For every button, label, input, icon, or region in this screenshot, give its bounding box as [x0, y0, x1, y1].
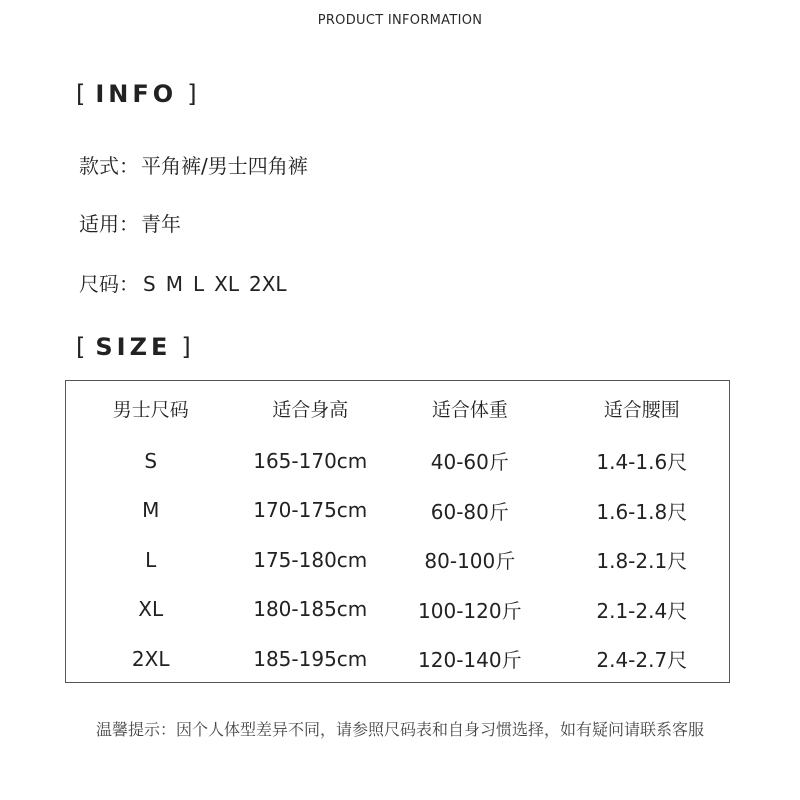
size-close-bracket: ] — [181, 333, 191, 361]
cell-weight: 100-120斤 — [418, 598, 522, 623]
cell-waist: 1.6-1.8尺 — [596, 499, 688, 524]
header-size: 男士尺码 — [112, 399, 189, 421]
cell-height: 175-180cm — [253, 547, 368, 572]
table-row — [66, 585, 729, 635]
size-chart-header-row — [66, 381, 729, 436]
cell-height: 170-175cm — [253, 498, 368, 523]
header-weight: 适合体重 — [431, 399, 508, 421]
info-open-bracket: [ — [76, 80, 86, 108]
table-row — [66, 535, 729, 585]
info-fit-label: 适用： — [79, 212, 139, 236]
info-heading-label: INFO — [95, 80, 178, 108]
cell-size: S — [144, 448, 158, 473]
cell-size: XL — [138, 597, 164, 622]
size-heading — [76, 333, 191, 361]
info-size-label: 尺码： — [79, 272, 139, 296]
info-style-value: 平角裤/男士四角裤 — [141, 154, 308, 178]
cell-weight: 60-80斤 — [430, 499, 509, 524]
info-fit-value: 青年 — [141, 212, 181, 236]
size-heading-label: SIZE — [95, 333, 172, 361]
size-option: XL — [214, 272, 239, 296]
cell-waist: 1.8-2.1尺 — [596, 549, 688, 574]
table-row — [66, 436, 729, 486]
cell-height: 165-170cm — [253, 448, 368, 473]
info-style-label: 款式： — [79, 154, 139, 178]
size-open-bracket: [ — [76, 333, 86, 361]
info-fit-line — [79, 208, 181, 237]
cell-height: 180-185cm — [253, 597, 368, 622]
header-height: 适合身高 — [272, 399, 349, 421]
cell-height: 185-195cm — [253, 646, 368, 671]
cell-weight: 120-140斤 — [418, 648, 522, 673]
size-option: L — [192, 272, 205, 296]
cell-waist: 1.4-1.6尺 — [596, 450, 688, 475]
size-option: S — [143, 272, 156, 296]
cell-waist: 2.4-2.7尺 — [596, 648, 688, 673]
page-title: PRODUCT INFORMATION — [317, 13, 483, 28]
cell-size: 2XL — [131, 646, 170, 671]
size-option: M — [165, 272, 183, 296]
cell-weight: 40-60斤 — [430, 450, 509, 475]
info-heading — [76, 80, 197, 108]
info-style-line — [79, 150, 308, 179]
size-option: 2XL — [248, 272, 287, 296]
info-close-bracket: ] — [187, 80, 197, 108]
size-chart-table — [66, 381, 729, 684]
header-waist: 适合腰围 — [603, 399, 680, 421]
size-chart-box — [65, 380, 730, 683]
cell-size: L — [145, 547, 157, 572]
cell-waist: 2.1-2.4尺 — [596, 598, 688, 623]
footer-note: 温馨提示：因个人体型差异不同，请参照尺码表和自身习惯选择，如有疑问请联系客服 — [95, 720, 704, 739]
table-row — [66, 634, 729, 684]
cell-size: M — [142, 498, 160, 523]
table-row — [66, 486, 729, 536]
cell-weight: 80-100斤 — [424, 549, 516, 574]
info-size-line — [79, 268, 297, 297]
